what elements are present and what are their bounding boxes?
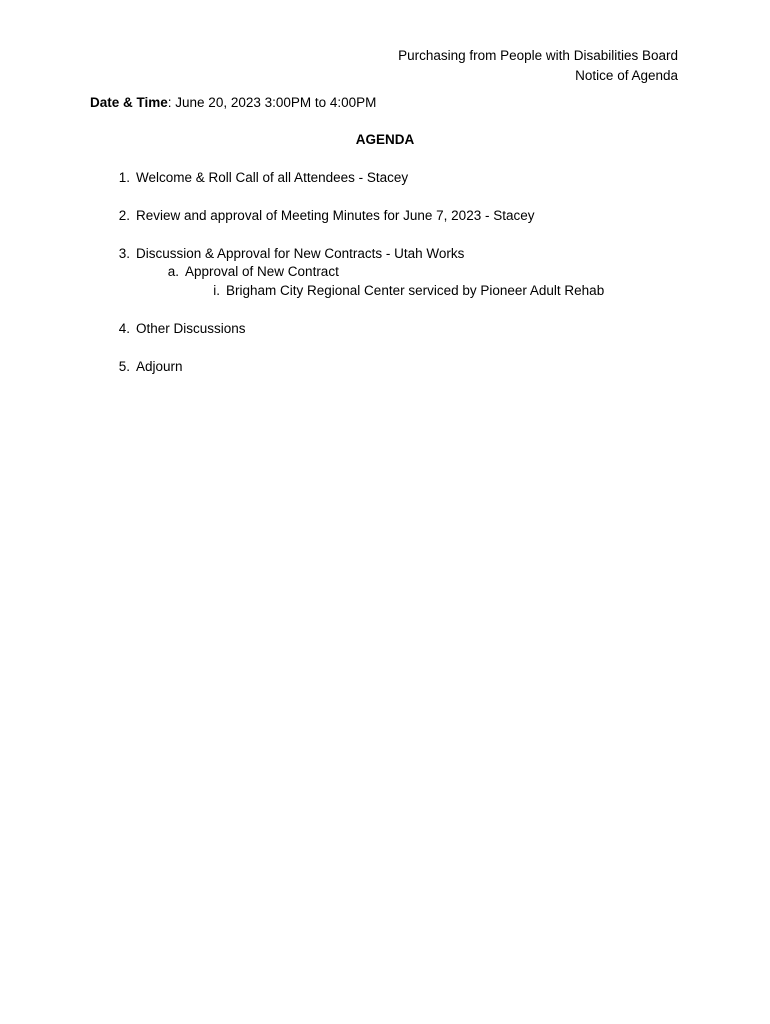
agenda-item-2 (118, 208, 535, 223)
item-number: 2. (118, 208, 130, 223)
agenda-subitem-3a (167, 264, 339, 279)
notice-title: Notice of Agenda (575, 68, 678, 83)
subitem-text: Approval of New Contract (185, 264, 339, 279)
agenda-item-5 (118, 359, 183, 374)
item-number: 4. (118, 321, 130, 336)
datetime-label: Date & Time (90, 95, 168, 110)
subitem-roman: i. (213, 283, 220, 298)
item-text: Adjourn (136, 359, 183, 374)
agenda-heading: AGENDA (355, 132, 415, 147)
item-number: 1. (118, 170, 130, 185)
agenda-subitem-3ai (213, 283, 605, 298)
meeting-datetime (90, 95, 376, 110)
item-number: 3. (118, 246, 130, 261)
agenda-item-4 (118, 321, 246, 336)
item-text: Other Discussions (136, 321, 246, 336)
subitem-text: Brigham City Regional Center serviced by Pioneer Adult Rehab (226, 283, 605, 298)
datetime-value: : June 20, 2023 3:00PM to 4:00PM (167, 95, 377, 110)
item-number: 5. (118, 359, 130, 374)
item-text: Welcome & Roll Call of all Attendees - Stacey (136, 170, 409, 185)
subitem-letter: a. (167, 264, 179, 279)
board-name: Purchasing from People with Disabilities Board (398, 48, 678, 63)
item-text: Discussion & Approval for New Contracts - Utah Works (136, 246, 465, 261)
agenda-item-3 (118, 246, 465, 261)
agenda-item-1 (118, 170, 409, 185)
item-text: Review and approval of Meeting Minutes for June 7, 2023 - Stacey (136, 208, 535, 223)
